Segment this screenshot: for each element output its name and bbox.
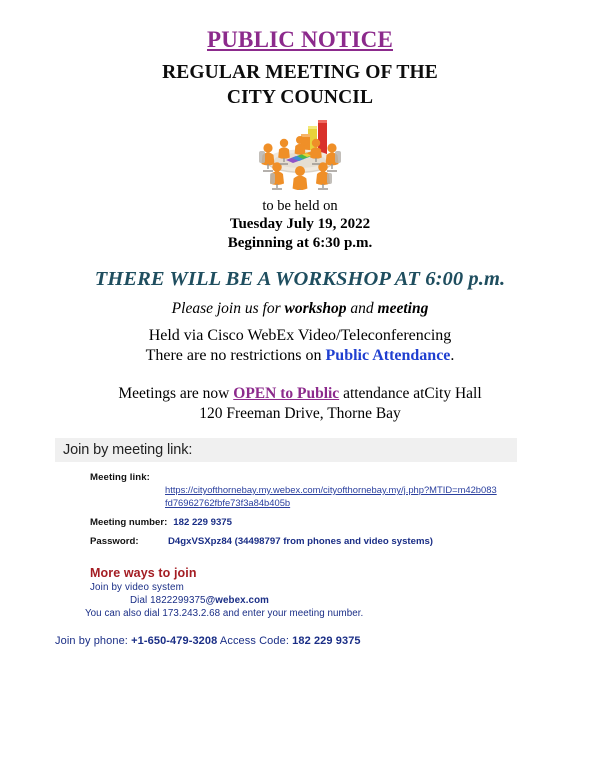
join-by-video-system-label: Join by video system: [90, 582, 184, 594]
join-by-meeting-link-label: Join by meeting link:: [63, 442, 193, 459]
video-dial-prefix: Dial 1822299375: [130, 595, 206, 607]
clipart-container: [0, 118, 600, 190]
open-suffix: attendance atCity Hall: [339, 384, 482, 402]
subtitle-line-1: REGULAR MEETING OF THE: [162, 62, 438, 84]
please-join-prefix: Please join us for: [171, 300, 285, 318]
access-code-value: 182 229 9375: [292, 635, 361, 648]
please-join-mid: and: [346, 300, 378, 318]
join-by-phone-label: Join by phone:: [55, 635, 128, 648]
subtitle-line-2: CITY COUNCIL: [226, 87, 374, 109]
open-to-public-highlight: OPEN to Public: [233, 384, 340, 402]
meeting-details: [85, 472, 600, 620]
restrictions-prefix: There are no restrictions on: [145, 347, 326, 365]
to-be-held-on-label: to be held on: [262, 198, 338, 215]
meeting-date: Tuesday July 19, 2022: [229, 216, 371, 233]
join-by-phone-number: +1-650-479-3208: [131, 635, 218, 648]
also-dial-ip-line: You can also dial 173.243.2.68 and enter your meeting number.: [85, 608, 364, 620]
page-subtitle: [0, 61, 600, 111]
open-to-public-line: [0, 384, 600, 404]
password-value: D4gxVSXpz84 (34498797 from phones and video systems): [168, 536, 433, 548]
meeting-start-time: Beginning at 6:30 p.m.: [227, 234, 373, 251]
meeting-number-row: [90, 517, 600, 528]
meeting-link-url-line-2[interactable]: fd76962762fbfe73f3a84b405b: [165, 496, 291, 508]
page-title-public-notice: PUBLIC NOTICE: [207, 27, 393, 52]
video-dial-domain: @webex.com: [205, 595, 269, 607]
meeting-link-url[interactable]: [165, 484, 600, 509]
join-by-meeting-link-banner: [55, 438, 517, 462]
meeting-link-label: Meeting link:: [90, 472, 150, 484]
access-code-label: Access Code:: [219, 635, 289, 648]
video-system-dial-address: [130, 595, 600, 606]
conference-meeting-icon: [246, 118, 354, 190]
public-attendance-highlight: Public Attendance: [325, 347, 451, 365]
held-via-line: Held via Cisco WebEx Video/Teleconferencing: [148, 326, 452, 344]
meeting-number-value: 182 229 9375: [173, 517, 232, 529]
open-prefix: Meetings are now: [118, 384, 234, 402]
city-hall-address: 120 Freeman Drive, Thorne Bay: [199, 404, 401, 422]
restrictions-line: [0, 346, 600, 366]
please-join-line: [0, 300, 600, 319]
password-label: Password:: [90, 536, 139, 548]
meeting-link-url-line-1[interactable]: https://cityofthornebay.my.webex.com/cityofthornebay.my/j.php?MTID=m42b083: [165, 484, 497, 496]
workshop-headline: THERE WILL BE A WORKSHOP AT 6:00 p.m.: [94, 267, 506, 290]
restrictions-suffix: .: [450, 347, 455, 365]
please-join-meeting: meeting: [377, 300, 429, 318]
please-join-workshop: workshop: [284, 300, 347, 318]
meeting-number-label: Meeting number:: [90, 517, 168, 529]
more-ways-to-join-heading: More ways to join: [90, 566, 197, 581]
join-by-phone-row: [55, 635, 600, 647]
password-row: [90, 536, 600, 547]
